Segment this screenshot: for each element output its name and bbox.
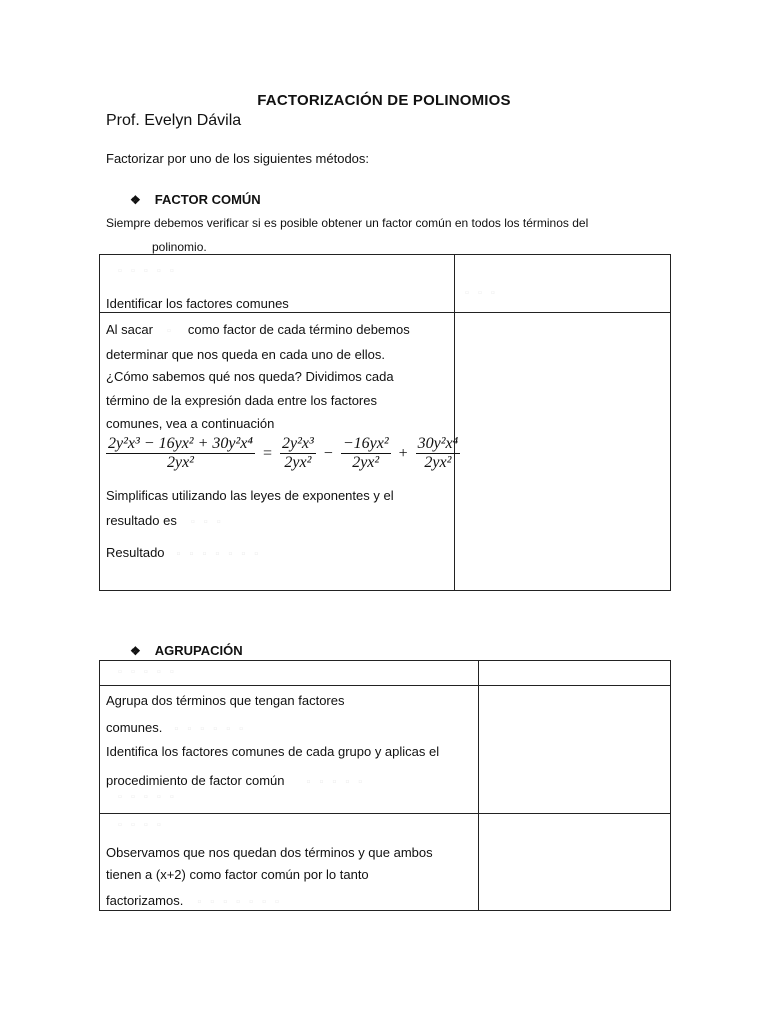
faint-common-factor: ▫ ▫ ▫ <box>465 287 498 299</box>
term3-fraction: $\frac{\text{30y²x⁴}}{\text{2yx²}}$ <box>417 435 459 471</box>
row2-line7: resultado es ▫ ▫ ▫ <box>106 513 224 528</box>
document-title: FACTORIZACIÓN DE POLINOMIOS <box>257 92 511 109</box>
section-agrupacion-heading <box>130 643 243 658</box>
row3-line3: factorizamos. ▫ ▫ ▫ ▫ ▫ ▫ ▫ <box>106 893 282 908</box>
diamond-bullet-icon: ❖ <box>130 193 141 207</box>
row3-line1: Observamos que nos quedan dos términos y que ambos <box>106 845 433 860</box>
author-line: Prof. Evelyn Dávila <box>106 112 242 129</box>
intro-text: Factorizar por uno de los siguientes métodos: <box>106 151 370 166</box>
row2-line8: Resultado ▫ ▫ ▫ ▫ ▫ ▫ ▫ <box>106 545 262 560</box>
faint-expression: ▫ ▫ ▫ ▫ ▫ <box>118 666 177 678</box>
agrupacion-table <box>99 660 671 911</box>
faint-grouping: ▫ ▫ ▫ ▫ <box>118 819 164 831</box>
row2-line4: procedimiento de factor común ▫ ▫ ▫ ▫ ▫ <box>106 773 366 788</box>
division-equation: $\frac{\text{2y²x³ − 16yx² + 30y²x⁴}}{\text{2yx²}}$ = $\frac{\text{2y²x³}}{\text{2yx²}}$ − $\frac{\text{−16yx²}}{\text{2yx²}}$ + $\frac{\text{30y²x⁴}}{\text{2yx²}}$ <box>108 435 459 471</box>
section-factor-comun-heading <box>130 192 261 207</box>
section-note-line1: Siempre debemos verificar si es posible obtener un factor común en todos los términos del <box>106 216 589 230</box>
row2-line2: comunes. ▫ ▫ ▫ ▫ ▫ ▫ <box>106 720 247 735</box>
faint-grouping: ▫ ▫ ▫ ▫ ▫ <box>118 791 177 803</box>
faint-expression: ▫ ▫ ▫ ▫ ▫ <box>118 265 177 277</box>
lhs-fraction: $\frac{\text{2y²x³ − 16yx² + 30y²x⁴}}{\text{2yx²}}$ <box>108 435 253 471</box>
row2-line1: Al sacar ▫ como factor de cada término debemos <box>106 322 410 337</box>
identify-factors-text: Identificar los factores comunes <box>106 296 289 311</box>
row3-line2: tienen a (x+2) como factor común por lo tanto <box>106 867 369 882</box>
section-heading-text: AGRUPACIÓN <box>154 643 243 658</box>
row2-line2: determinar que nos queda en cada uno de ellos. <box>106 347 385 362</box>
section-note-line2: polinomio. <box>152 240 207 254</box>
row2-line1: Agrupa dos términos que tengan factores <box>106 693 345 708</box>
term1-fraction: $\frac{\text{2y²x³}}{\text{2yx²}}$ <box>281 435 314 471</box>
row2-line3: Identifica los factores comunes de cada grupo y aplicas el <box>106 744 440 759</box>
row2-line3: ¿Cómo sabemos qué nos queda? Dividimos cada <box>106 369 394 384</box>
row2-line5: comunes, vea a continuación <box>106 416 275 431</box>
term2-fraction: $\frac{\text{−16yx²}}{\text{2yx²}}$ <box>342 435 389 471</box>
factor-comun-table <box>99 254 671 591</box>
row2-line6: Simplificas utilizando las leyes de exponentes y el <box>106 488 394 503</box>
diamond-bullet-icon: ❖ <box>130 644 141 658</box>
section-heading-text: FACTOR COMÚN <box>154 192 261 207</box>
row2-line4: término de la expresión dada entre los factores <box>106 393 377 408</box>
